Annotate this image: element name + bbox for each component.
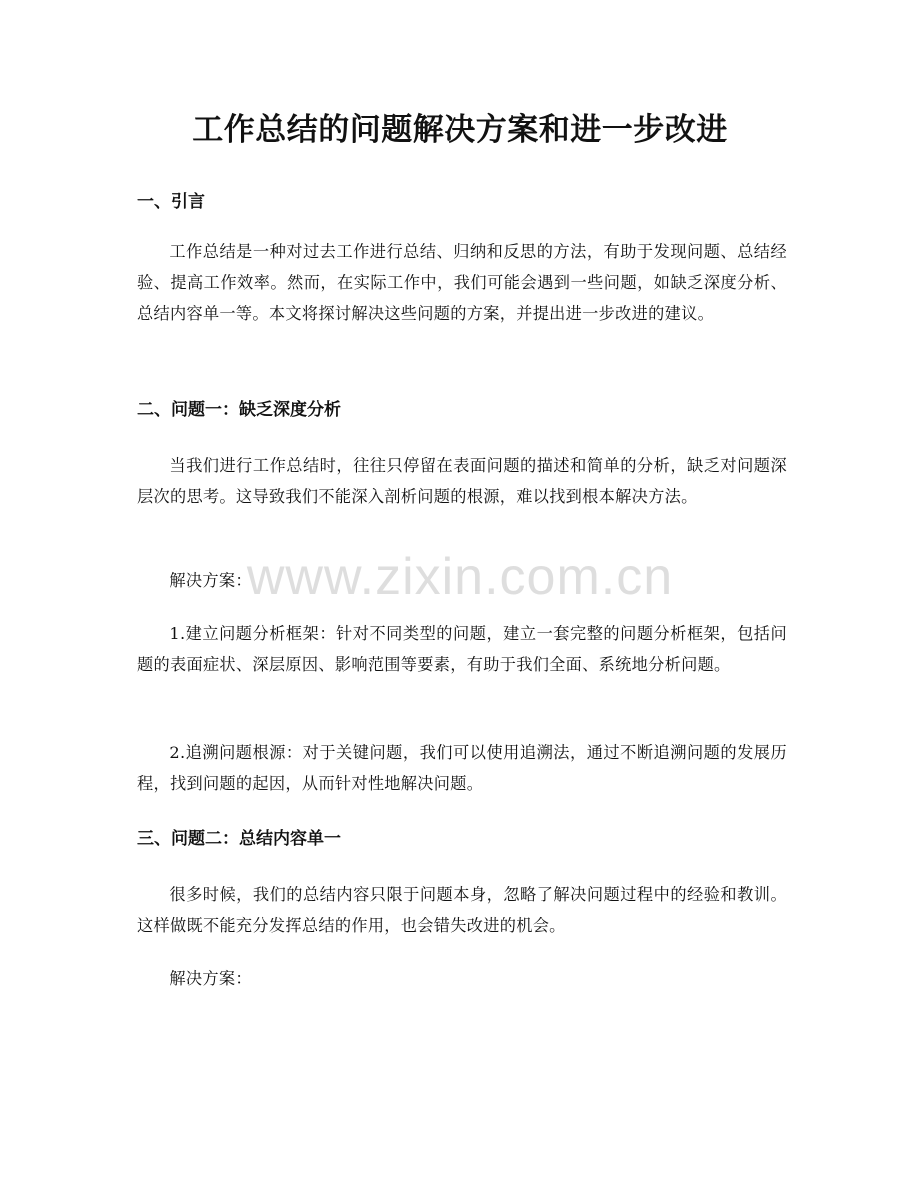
problem-2-solution-label: 解决方案： (169, 969, 252, 988)
intro-paragraph: 工作总结是一种对过去工作进行总结、归纳和反思的方法，有助于发现问题、总结经验、提高工作效率。然而，在实际工作中，我们可能会遇到一些问题，如缺乏深度分析、总结内容单一等。本文将探讨解决这些问题的方案，并提出进一步改进的建议。 (137, 242, 787, 323)
watermark: www.zixin.com.cn (246, 548, 674, 606)
section-heading-problem-2: 三、问题二：总结内容单一 (137, 829, 341, 849)
problem-1-solution-2: 2.追溯问题根源：对于关键问题，我们可以使用追溯法，通过不断追溯问题的发展历程，找到问题的起因，从而针对性地解决问题。 (137, 743, 787, 793)
problem-1-paragraph: 当我们进行工作总结时，往往只停留在表面问题的描述和简单的分析，缺乏对问题深层次的思考。这导致我们不能深入剖析问题的根源，难以找到根本解决方法。 (137, 456, 787, 506)
document-title: 工作总结的问题解决方案和进一步改进 (192, 112, 728, 148)
problem-1-solution-1: 1.建立问题分析框架：针对不同类型的问题，建立一套完整的问题分析框架，包括问题的表面症状、深层原因、影响范围等要素，有助于我们全面、系统地分析问题。 (137, 624, 787, 674)
section-heading-intro: 一、引言 (137, 192, 205, 212)
section-heading-problem-1: 二、问题一：缺乏深度分析 (137, 400, 341, 420)
problem-2-paragraph: 很多时候，我们的总结内容只限于问题本身，忽略了解决问题过程中的经验和教训。这样做既不能充分发挥总结的作用，也会错失改进的机会。 (137, 885, 787, 935)
problem-1-solution-label: 解决方案： (169, 571, 252, 590)
